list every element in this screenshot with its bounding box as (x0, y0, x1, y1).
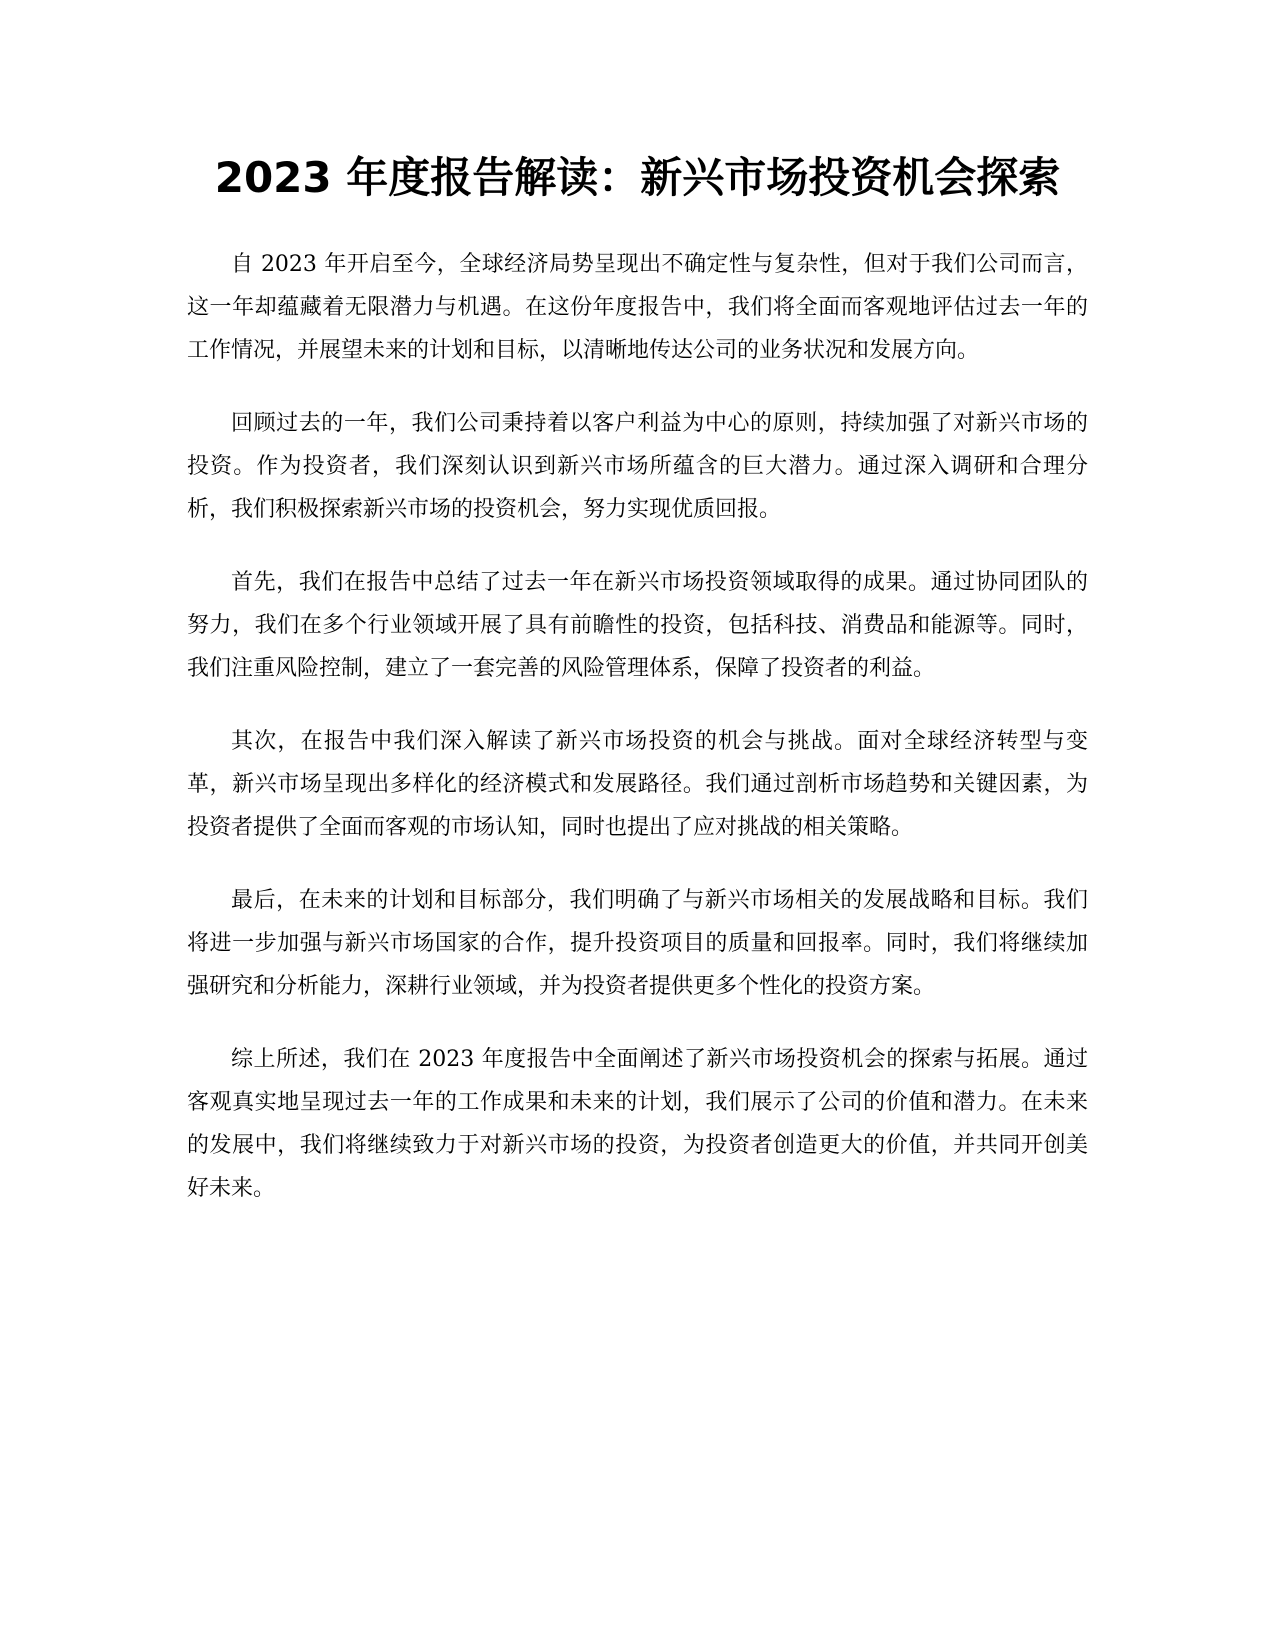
paragraph-3: 首先，我们在报告中总结了过去一年在新兴市场投资领域取得的成果。通过协同团队的努力，我们在多个行业领域开展了具有前瞻性的投资，包括科技、消费品和能源等。同时，我们注重风险控制，建立了一套完善的风险管理体系，保障了投资者的利益。 (187, 570, 1088, 681)
paragraph-2: 回顾过去的一年，我们公司秉持着以客户利益为中心的原则，持续加强了对新兴市场的投资。作为投资者，我们深刻认识到新兴市场所蕴含的巨大潜力。通过深入调研和合理分析，我们积极探索新兴市场的投资机会，努力实现优质回报。 (187, 411, 1088, 522)
paragraph-1: 自 2023 年开启至今，全球经济局势呈现出不确定性与复杂性，但对于我们公司而言，这一年却蕴藏着无限潜力与机遇。在这份年度报告中，我们将全面而客观地评估过去一年的工作情况，并展望未来的计划和目标，以清晰地传达公司的业务状况和发展方向。 (187, 252, 1088, 363)
document-body (187, 243, 1088, 1240)
paragraph-5: 最后，在未来的计划和目标部分，我们明确了与新兴市场相关的发展战略和目标。我们将进一步加强与新兴市场国家的合作，提升投资项目的质量和回报率。同时，我们将继续加强研究和分析能力，深耕行业领域，并为投资者提供更多个性化的投资方案。 (187, 888, 1088, 999)
document-title: 2023 年度报告解读：新兴市场投资机会探索 (214, 153, 1061, 202)
paragraph-4: 其次，在报告中我们深入解读了新兴市场投资的机会与挑战。面对全球经济转型与变革，新兴市场呈现出多样化的经济模式和发展路径。我们通过剖析市场趋势和关键因素，为投资者提供了全面而客观的市场认知，同时也提出了应对挑战的相关策略。 (187, 729, 1088, 840)
paragraph-6: 综上所述，我们在 2023 年度报告中全面阐述了新兴市场投资机会的探索与拓展。通过客观真实地呈现过去一年的工作成果和未来的计划，我们展示了公司的价值和潜力。在未来的发展中，我们将继续致力于对新兴市场的投资，为投资者创造更大的价值，并共同开创美好未来。 (187, 1047, 1088, 1201)
